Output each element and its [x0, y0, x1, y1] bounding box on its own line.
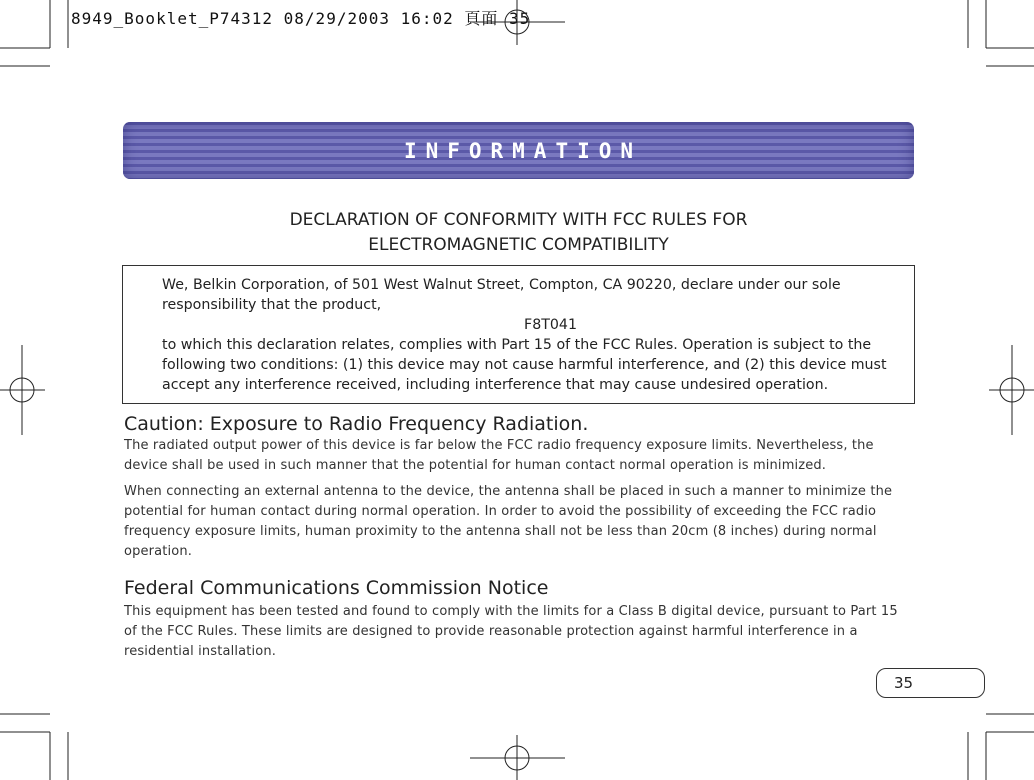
section-banner: [123, 122, 914, 179]
print-slug: 8949_Booklet_P74312 08/29/2003 16:02 頁面 35: [71, 9, 531, 28]
declaration-heading: [123, 208, 914, 258]
caution-paragraph-1: The radiated output power of this device is far below the FCC radio frequency exposure limits. Nevertheless, the device shall be used in such manner that the potential for human contact normal operation is minimized.: [124, 438, 874, 473]
declaration-box: [122, 265, 915, 404]
caution-paragraph-2: When connecting an external antenna to the device, the antenna shall be placed in such a manner to minimize the potential for human contact during normal operation. In order to avoid the possibility of exceeding the FCC radio frequency exposure limits, human proximity to the antenna shall not be less than 20cm (8 inches) during normal operation.: [124, 484, 893, 559]
fcc-notice-title: Federal Communications Commission Notice: [124, 577, 549, 599]
declaration-compliance-paragraph: to which this declaration relates, complies with Part 15 of the FCC Rules. Operation is subject to the following two conditions: (1) this device may not cause harmful interference, and (2) this device must accept any interference received, including interference that may cause undesired operation.: [162, 337, 887, 393]
caution-title: Caution: Exposure to Radio Frequency Radiation.: [124, 413, 589, 435]
banner-title: INFORMATION: [403, 138, 643, 163]
product-model: F8T041: [524, 317, 577, 333]
page-number: 35: [876, 668, 985, 698]
fcc-notice-paragraph: This equipment has been tested and found to comply with the limits for a Class B digital device, pursuant to Part 15 of the FCC Rules. These limits are designed to provide reasonable protection against harmful interference in a residential installation.: [124, 604, 898, 659]
declaration-heading-line1: DECLARATION OF CONFORMITY WITH FCC RULES FOR: [289, 210, 748, 230]
declaration-heading-line2: ELECTROMAGNETIC COMPATIBILITY: [368, 235, 669, 255]
declaration-paragraph: We, Belkin Corporation, of 501 West Walnut Street, Compton, CA 90220, declare under our sole responsibility that the product,: [162, 277, 841, 313]
